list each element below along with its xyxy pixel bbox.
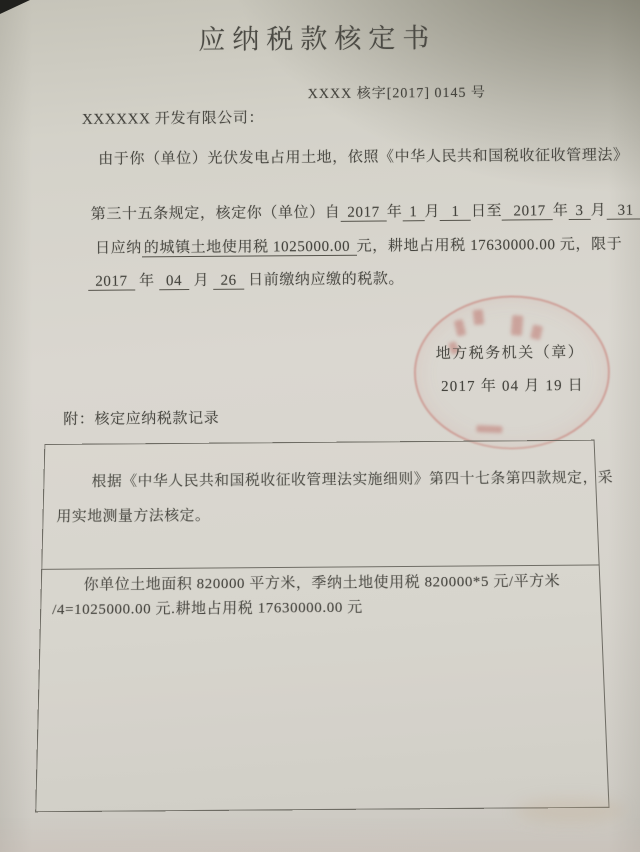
body-line-4-text: 日前缴纳应缴的税款。 <box>243 271 405 289</box>
signature-date: 2017 年 04 月 19 日 <box>440 377 585 396</box>
body-line-3-text: 日应纳 <box>94 240 142 257</box>
blank-end-month: 3 <box>568 203 590 220</box>
blank-land-use-tax: 的城镇土地使用税 1025000.00 <box>142 239 357 258</box>
unit-year: 年 <box>386 204 403 221</box>
seal-bottom-mark <box>476 425 502 433</box>
unit-year-3: 年 <box>134 273 160 290</box>
blank-start-day: 1 <box>440 204 471 221</box>
assessment-record-box <box>35 440 614 813</box>
seal-arc-mark <box>530 324 543 340</box>
box-method-line-2: 用实地测量方法核定。 <box>56 508 211 525</box>
seal-arc-mark <box>454 319 467 337</box>
blank-end-day: 31 <box>606 202 640 219</box>
body-line-1: 由于你（单位）光伏发电占用土地，依照《中华人民共和国税收征收管理法》 <box>98 147 629 168</box>
blank-start-month: 1 <box>402 204 424 221</box>
unit-month-3: 月 <box>189 272 214 290</box>
blank-deadline-month: 04 <box>159 273 189 290</box>
range-to: 日至 <box>470 203 503 220</box>
agency-signature: 地方税务机关（章） <box>435 344 585 363</box>
official-seal-stamp <box>413 295 610 451</box>
bottom-shadow <box>0 818 640 852</box>
seal-arc-mark <box>511 315 524 336</box>
blank-deadline-year: 2017 <box>88 273 135 290</box>
box-calculation-line-1: 你单位土地面积 820000 平方米，季纳土地使用税 820000*5 元/平方米 <box>83 573 561 594</box>
blank-start-year: 2017 <box>340 204 387 221</box>
blank-end-year: 2017 <box>502 203 553 220</box>
box-divider <box>42 564 598 569</box>
body-line-4 <box>62 249 404 312</box>
box-calculation-line-2: /4=1025000.00 元.耕地占用税 17630000.00 元 <box>52 599 363 619</box>
unit-month: 月 <box>424 204 441 221</box>
body-line-3-text-2: 元，耕地占用税 17630000.00 元，限于 <box>356 236 623 255</box>
box-method-line-1: 根据《中华人民共和国税收征收管理法实施细则》第四十七条第四款规定，采 <box>91 470 614 490</box>
doc-number: XXXX 核字[2017] 0145 号 <box>307 85 487 103</box>
attachment-label: 附：核定应纳税款记录 <box>63 410 220 429</box>
page-title: 应纳税款核定书 <box>198 23 437 55</box>
seal-arc-mark <box>473 309 485 325</box>
body-line-2-text: 第三十五条规定，核定你（单位）自 <box>90 204 341 223</box>
unit-year-2: 年 <box>552 203 569 220</box>
addressee: XXXXXX 开发有限公司： <box>81 110 265 128</box>
unit-month-2: 月 <box>590 202 607 219</box>
blank-deadline-day: 26 <box>213 273 243 290</box>
